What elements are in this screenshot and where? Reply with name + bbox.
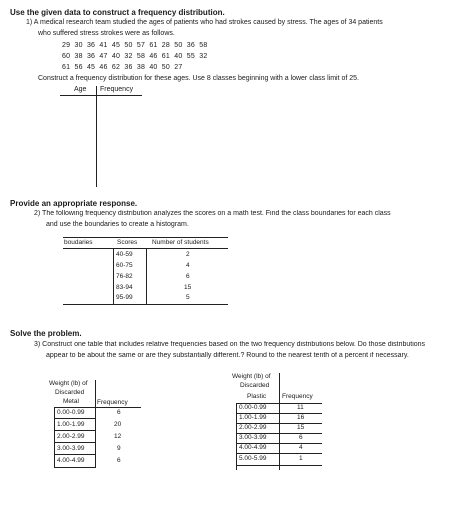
plastic-row-6-freq: 1 <box>299 455 303 462</box>
scores-row-5-scores: 95-99 <box>116 294 133 301</box>
age-table-header-rule <box>60 95 142 96</box>
scores-row-2-scores: 60-75 <box>116 262 133 269</box>
plastic-table-divider <box>279 373 280 470</box>
scores-row-3-count: 6 <box>186 273 190 280</box>
students-header: Number of students <box>152 239 209 246</box>
age-table-divider <box>96 86 97 187</box>
frequency-header: Frequency <box>100 86 134 93</box>
plastic-title-line1: Weight (lb) of <box>232 373 271 380</box>
plastic-row-1-freq: 11 <box>297 404 304 411</box>
metal-table-left-rule <box>54 407 55 468</box>
section2-heading: Provide an appropriate response. <box>10 199 138 208</box>
plastic-row-1-range: 0.00-0.99 <box>239 404 267 411</box>
plastic-row-6-range: 5.00-5.99 <box>239 455 267 462</box>
metal-table-header-rule <box>54 407 141 408</box>
age-header: Age <box>74 86 87 93</box>
plastic-row-4-range: 3.00-3.99 <box>239 434 267 441</box>
data-row-2: 60 38 36 47 40 32 58 46 61 40 55 32 <box>62 53 208 60</box>
data-row-3: 61 56 45 46 62 36 38 40 50 27 <box>62 64 183 71</box>
problem1-instruction: Construct a frequency distribution for these ages. Use 8 classes beginning with a lower class limit of 25. <box>38 75 359 82</box>
metal-title-line3: Metal <box>63 398 79 405</box>
metal-row-5-range: 4.00-4.99 <box>57 457 85 464</box>
scores-row-1-count: 2 <box>186 251 190 258</box>
metal-row-5-freq: 6 <box>117 457 121 464</box>
scores-table-bottom-rule <box>63 304 228 305</box>
plastic-row-4-freq: 6 <box>299 434 303 441</box>
plastic-row-5-freq: 4 <box>299 444 303 451</box>
metal-row-2-range: 1.00-1.99 <box>57 421 85 428</box>
plastic-row-2-range: 1.00-1.99 <box>239 414 267 421</box>
metal-row-4-freq: 9 <box>117 445 121 452</box>
metal-title-line2: Discarded <box>55 389 85 396</box>
problem3-text-line2: appear to be about the same or are they substantially different.? Round to the nearest tenth of a percent if necessary. <box>46 352 409 359</box>
metal-row-1-freq: 6 <box>117 409 121 416</box>
plastic-title-line3: Plastic <box>247 393 267 400</box>
plastic-title-line2: Discarded <box>240 382 270 389</box>
scores-table-mid-divider <box>146 248 147 304</box>
scores-table-top-rule <box>63 237 228 238</box>
plastic-frequency-header: Frequency <box>282 393 313 400</box>
plastic-row-5-rule <box>236 453 322 454</box>
plastic-row-5-range: 4.00-4.99 <box>239 444 267 451</box>
problem2-text-line2: and use the boundaries to create a histogram. <box>46 221 189 228</box>
scores-row-2-count: 4 <box>186 262 190 269</box>
problem1-text-line1: 1) A medical research team studied the ages of patients who had strokes caused by stress. The ages of 34 patients <box>26 19 383 26</box>
metal-table-bottom-rule <box>54 467 95 468</box>
data-row-1: 29 30 36 41 45 50 57 61 28 50 36 58 <box>62 42 208 49</box>
metal-row-4-rule <box>54 454 95 455</box>
plastic-table-bottom-rule <box>236 465 322 466</box>
metal-title-line1: Weight (lb) of <box>49 380 88 387</box>
metal-table-divider <box>95 380 96 468</box>
problem1-text-line2: who suffered stress strokes were as follows. <box>38 30 175 37</box>
metal-row-3-rule <box>54 442 95 443</box>
problem3-text-line1: 3) Construct one table that includes relative frequencies based on the two frequency distributions below. Do those distributions <box>34 341 426 348</box>
metal-row-4-range: 3.00-3.99 <box>57 445 85 452</box>
plastic-row-3-range: 2.00-2.99 <box>239 424 267 431</box>
metal-row-2-freq: 20 <box>114 421 122 428</box>
problem2-text-line1: 2) The following frequency distribution analyzes the scores on a math test. Find the class boundaries for each class <box>34 210 391 217</box>
metal-row-1-rule <box>54 418 95 419</box>
scores-row-4-scores: 83-94 <box>116 284 133 291</box>
scores-header: Scores <box>117 239 138 246</box>
metal-row-1-range: 0.00-0.99 <box>57 409 85 416</box>
metal-row-2-rule <box>54 430 95 431</box>
boundaries-header: boudaries <box>64 239 93 246</box>
scores-table-left-divider <box>113 248 114 304</box>
scores-row-3-scores: 76-82 <box>116 273 133 280</box>
section3-heading: Solve the problem. <box>10 329 82 338</box>
metal-row-3-range: 2.00-2.99 <box>57 433 85 440</box>
plastic-row-2-freq: 16 <box>297 414 305 421</box>
plastic-row-3-freq: 15 <box>297 424 305 431</box>
metal-row-3-freq: 12 <box>114 433 122 440</box>
scores-row-1-scores: 40-59 <box>116 251 133 258</box>
scores-row-5-count: 5 <box>186 294 190 301</box>
section1-heading: Use the given data to construct a frequency distribution. <box>10 8 225 17</box>
scores-row-4-count: 15 <box>184 284 192 291</box>
metal-frequency-header: Frequency <box>97 399 128 406</box>
